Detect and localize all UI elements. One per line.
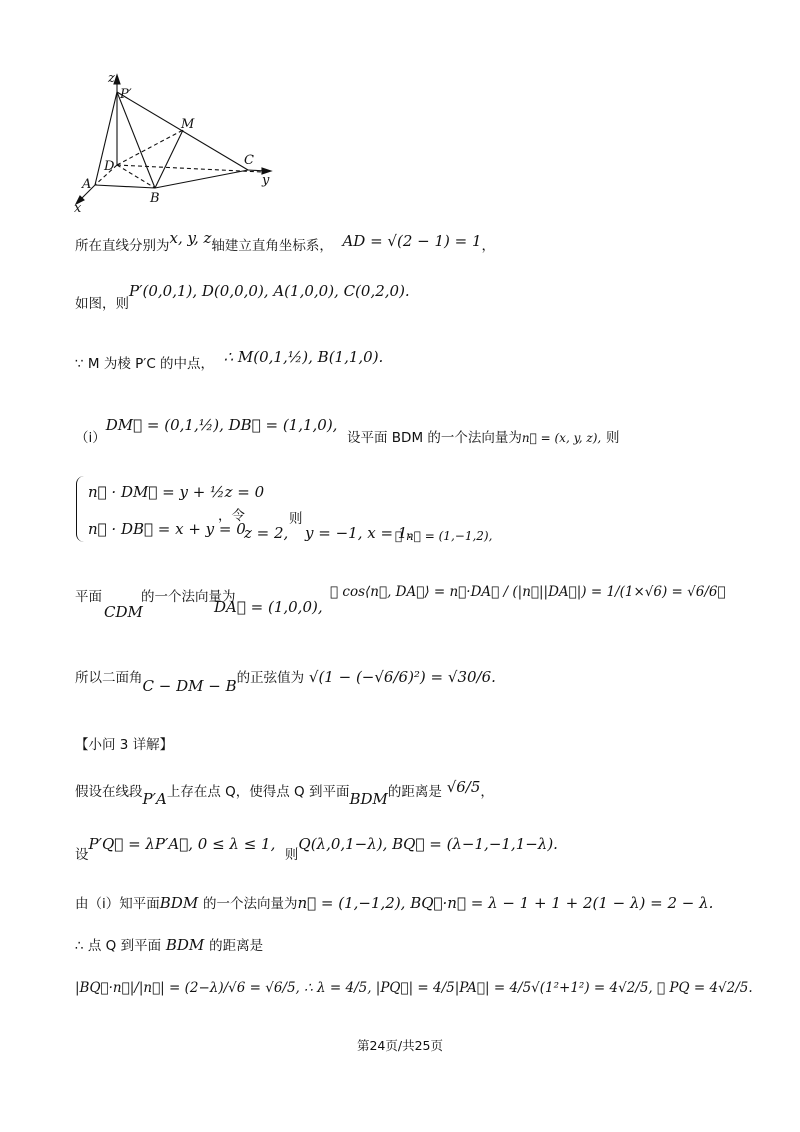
l6-cos-wrap [330,582,726,600]
l6-cn: 的一个法向量为 [141,589,236,605]
l1-xyz: x, y, z [169,229,212,247]
l7-pre: 所以二面角 [75,670,143,686]
l10-then: 则 [284,847,299,863]
edge-bc [155,170,248,188]
l10-math: P′Q⃗ = λP′A⃗, 0 ≤ λ ≤ 1, [88,835,276,853]
text-line-4 [75,414,620,446]
section-heading [75,733,173,753]
l1-ad: AD = √(2 − 1) = 1 [342,232,482,250]
l10-math2: Q(λ,0,1−λ), BQ⃗ = (λ−1,−1,1−λ). [298,835,558,853]
label-d: D [104,159,115,174]
l13-math: |BQ⃗·n⃗|/|n⃗| = (2−λ)/√6 = √6/5, ∴ λ = 4/5, |PQ⃗| = 4/5|PA⃗| = 4/5√(1²+1²) = 4√2/5, ∴ PQ = 4√2/5. [75,980,753,996]
l2-pre: 如图，则 [75,296,129,312]
text-line-1 [75,229,496,254]
l6-da-wrap [214,598,323,616]
sys-z: z = 2, [244,524,289,542]
system-n [395,526,492,544]
l6-pre: 平面 [75,589,102,605]
l4-end: 则 [606,430,620,446]
l9-end: ， [480,784,494,800]
l4-num: （i） [75,430,106,446]
system-then [289,507,303,527]
l11-math: n⃗ = (1,−1,2), BQ⃗·n⃗ = λ − 1 + 1 + 2(1 − λ) = 2 − λ. [297,894,714,912]
edge-ab [95,185,155,188]
label-c: C [244,153,254,168]
l9-c: 的距离是 [387,784,442,800]
edge-db [117,165,155,188]
l3-pre: ∵ M 为棱 P′C 的中点， [75,356,215,372]
l12-pre: ∴ 点 Q 到平面 [75,938,162,954]
l9-a: 假设在线段 [75,784,143,800]
text-line-7 [75,666,496,695]
text-line-6 [75,585,102,605]
edge-bm [155,130,183,188]
l7-angle: C − DM − B [142,677,237,695]
l10-pre: 设 [75,847,89,863]
system-z [244,524,288,542]
text-line-9 [75,778,494,808]
sys-ze: 则 [289,511,303,527]
label-a: A [82,177,92,192]
label-x: x [74,201,82,216]
page-footer: 第24页/共25页 [356,1038,444,1053]
text-line-10 [75,833,558,863]
l6-cdm: CDM [104,603,143,621]
z-axis-arrow [114,75,120,84]
label-y: y [262,173,270,188]
l4-cn: 设平面 BDM 的一个法向量为 [347,430,522,446]
l1-pre: 所在直线分别为 [75,238,170,254]
l4-n: n⃗ = (x, y, z), [521,431,602,445]
label-p: P′ [120,87,132,102]
sys-n: ∴ n⃗ = (1,−1,2), [395,529,493,543]
text-line-12 [75,934,263,954]
text-line-11 [75,892,713,912]
sys-eq-1-text: n⃗ · DM⃗ = y + ½z = 0 [88,483,265,501]
l4-vec: DM⃗ = (0,1,½), DB⃗ = (1,1,0), [105,416,338,434]
l6-da: DA⃗ = (1,0,0), [214,598,323,616]
section-title: 【小问 3 详解】 [75,737,174,753]
l2-coords: P′(0,0,1), D(0,0,0), A(1,0,0), C(0,2,0). [129,282,410,300]
l7-cn: 的正弦值为 [236,670,305,686]
l3-math: ∴ M(0,1,½), B(1,1,0). [223,348,384,366]
l11-pre: 由（i）知平面 [75,896,160,912]
edge-dm [117,130,183,165]
system-let [218,504,245,524]
l12-bdm: BDM [165,936,205,954]
label-m: M [181,117,195,132]
text-line-2 [75,280,410,312]
text-line-3 [75,346,384,372]
text-line-13 [75,978,753,996]
l9-frac: √6/5 [446,778,481,796]
label-z: z [108,71,115,86]
l9-b: 上存在点 Q，使得点 Q 到平面 [166,784,350,800]
l6-cdm-wrap [104,603,143,621]
l9-pa: P′A [142,790,167,808]
l9-bdm: BDM [349,790,388,808]
sys-y: y = −1, x = 1. [305,524,413,542]
l11-bdm: BDM [159,894,199,912]
equation-brace [76,476,87,542]
l1-end: ， [481,238,496,254]
l7-val: √(1 − (−√6/6)²) = √30/6. [308,668,496,686]
system-eq-1 [88,483,264,501]
l1-mid: 轴建立直角坐标系， [211,238,333,254]
l6-cos: ∴ cos⟨n⃗, DA⃗⟩ = n⃗·DA⃗ / (|n⃗||DA⃗|) = 1/(1×√6) = √6/6， [330,584,726,600]
edge-pb [117,92,155,188]
l12-end: 的距离是 [209,938,264,954]
label-b: B [150,191,160,206]
l11-cn: 的一个法向量为 [202,896,298,912]
sys-comma: ，令 [218,508,245,524]
sys-eq-2-text: n⃗ · DB⃗ = x + y = 0 [88,520,246,538]
